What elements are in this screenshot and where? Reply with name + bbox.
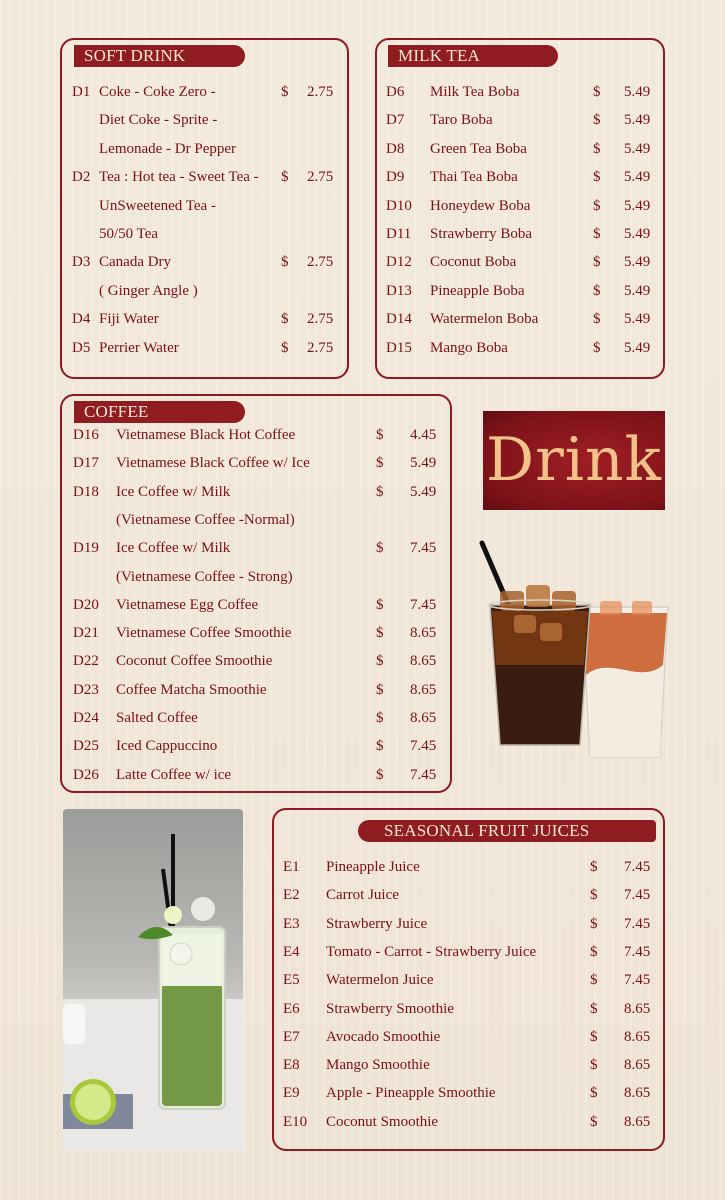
menu-item-price: 5.49 xyxy=(624,197,651,214)
menu-item-price: 2.75 xyxy=(307,84,334,100)
menu-item-name: Green Tea Boba xyxy=(430,140,527,157)
menu-item-code: E7 xyxy=(283,1028,300,1045)
menu-item-name: Salted Coffee xyxy=(116,710,198,726)
menu-item-code: D6 xyxy=(386,84,405,100)
menu-item-name: (Vietnamese Coffee - Strong) xyxy=(116,568,293,585)
menu-item-price: 5.49 xyxy=(624,226,651,242)
menu-item-name: UnSweetened Tea - xyxy=(99,197,216,214)
menu-item-currency: $ xyxy=(593,112,601,129)
menu-item-code: D4 xyxy=(72,311,91,328)
menu-item-name: Coke - Coke Zero - xyxy=(99,84,216,100)
menu-item-currency: $ xyxy=(376,540,384,557)
menu-item-code: D10 xyxy=(386,197,412,214)
menu-item-price: 7.45 xyxy=(624,972,651,989)
menu-item-name: Coconut Smoothie xyxy=(326,1113,439,1130)
menu-item-price: 7.45 xyxy=(624,943,651,960)
menu-item-price: 8.65 xyxy=(624,1085,651,1102)
menu-item-row xyxy=(0,506,725,534)
menu-item-name: Milk Tea Boba xyxy=(430,84,520,100)
menu-item-currency: $ xyxy=(590,1057,598,1074)
menu-item-price: 5.49 xyxy=(410,455,437,472)
menu-item-code: D7 xyxy=(386,112,405,129)
menu-item-name: Strawberry Smoothie xyxy=(326,1000,454,1017)
menu-item-row xyxy=(0,966,725,994)
menu-item-code: D20 xyxy=(73,596,99,613)
menu-item-currency: $ xyxy=(590,1113,598,1130)
menu-item-currency: $ xyxy=(376,766,384,783)
menu-item-row xyxy=(0,1108,725,1136)
menu-item-name: Latte Coffee w/ ice xyxy=(116,766,232,783)
menu-item-currency: $ xyxy=(376,625,384,642)
menu-item-price: 5.49 xyxy=(624,140,651,157)
menu-item-name: Watermelon Boba xyxy=(430,311,539,328)
menu-item-code: D16 xyxy=(73,427,99,443)
menu-item-price: 5.49 xyxy=(410,483,437,500)
menu-item-code: E6 xyxy=(283,1000,300,1017)
menu-item-currency: $ xyxy=(593,254,601,271)
menu-item-code: E5 xyxy=(283,972,300,989)
menu-item-row xyxy=(0,192,725,220)
menu-item-name: Strawberry Boba xyxy=(430,226,533,242)
menu-item-currency: $ xyxy=(590,915,598,932)
menu-item-name: Perrier Water xyxy=(99,339,179,356)
menu-item-currency: $ xyxy=(376,427,384,443)
menu-item-name: Taro Boba xyxy=(430,112,493,129)
menu-item-code: E1 xyxy=(283,859,300,875)
menu-item-currency: $ xyxy=(593,282,601,299)
juices-title: SEASONAL FRUIT JUICES xyxy=(358,820,656,842)
menu-item-currency: $ xyxy=(376,596,384,613)
menu-item-price: 7.45 xyxy=(410,766,437,783)
menu-item-price: 7.45 xyxy=(410,596,437,613)
menu-item-currency: $ xyxy=(593,226,601,242)
menu-item-code: D23 xyxy=(73,681,99,698)
menu-item-name: Vietnamese Black Coffee w/ Ice xyxy=(116,455,310,472)
menu-item-name: Mango Smoothie xyxy=(326,1057,430,1074)
menu-item-currency: $ xyxy=(376,455,384,472)
menu-item-row xyxy=(0,305,725,333)
menu-item-row xyxy=(0,248,725,276)
menu-item-name: Mango Boba xyxy=(430,339,508,356)
menu-item-name: Ice Coffee w/ Milk xyxy=(116,540,231,557)
menu-item-code: E4 xyxy=(283,943,300,960)
menu-item-price: 5.49 xyxy=(624,112,651,129)
menu-item-code: D15 xyxy=(386,339,412,356)
menu-item-code: D8 xyxy=(386,140,405,157)
menu-item-code: D1 xyxy=(72,84,91,100)
menu-item-price: 5.49 xyxy=(624,339,651,356)
menu-item-code: D17 xyxy=(73,455,99,472)
menu-item-price: 5.49 xyxy=(624,84,651,100)
menu-item-code: E3 xyxy=(283,915,300,932)
menu-item-code: E2 xyxy=(283,887,300,904)
menu-item-code: D9 xyxy=(386,169,405,186)
menu-item-name: 50/50 Tea xyxy=(99,226,159,242)
menu-item-row xyxy=(0,220,725,248)
menu-item-name: Coconut Coffee Smoothie xyxy=(116,653,273,670)
menu-item-price: 7.45 xyxy=(624,915,651,932)
menu-item-price: 8.65 xyxy=(410,681,437,698)
menu-item-code: E9 xyxy=(283,1085,300,1102)
menu-item-code: D18 xyxy=(73,483,99,500)
menu-item-currency: $ xyxy=(590,943,598,960)
menu-item-currency: $ xyxy=(590,1028,598,1045)
menu-item-code: D5 xyxy=(72,339,91,356)
menu-item-currency: $ xyxy=(590,1085,598,1102)
menu-item-code: D2 xyxy=(72,169,91,186)
menu-item-price: 2.75 xyxy=(307,311,334,328)
drink-badge: Drink xyxy=(483,411,665,510)
menu-item-row xyxy=(0,78,725,106)
menu-item-currency: $ xyxy=(590,972,598,989)
menu-item-row xyxy=(0,1051,725,1079)
menu-item-name: Coconut Boba xyxy=(430,254,517,271)
menu-item-price: 4.45 xyxy=(410,427,437,443)
menu-item-currency: $ xyxy=(376,483,384,500)
menu-item-price: 2.75 xyxy=(307,254,334,271)
menu-item-code: D3 xyxy=(72,254,91,271)
menu-item-name: Pineapple Juice xyxy=(326,859,420,875)
menu-item-currency: $ xyxy=(281,254,289,271)
menu-item-currency: $ xyxy=(281,339,289,356)
menu-item-price: 8.65 xyxy=(624,1113,651,1130)
menu-item-price: 7.45 xyxy=(410,738,437,755)
menu-item-price: 8.65 xyxy=(410,625,437,642)
menu-item-name: Coffee Matcha Smoothie xyxy=(116,681,267,698)
menu-item-currency: $ xyxy=(376,710,384,726)
menu-item-row xyxy=(0,1079,725,1107)
menu-item-code: E10 xyxy=(283,1113,308,1130)
menu-item-price: 5.49 xyxy=(624,311,651,328)
menu-item-currency: $ xyxy=(281,84,289,100)
menu-item-currency: $ xyxy=(593,311,601,328)
menu-item-code: D21 xyxy=(73,625,99,642)
menu-item-price: 8.65 xyxy=(624,1000,651,1017)
menu-item-code: D19 xyxy=(73,540,99,557)
menu-item-row xyxy=(0,163,725,191)
menu-item-row xyxy=(0,135,725,163)
menu-item-row xyxy=(0,277,725,305)
menu-item-currency: $ xyxy=(281,169,289,186)
menu-item-row xyxy=(0,910,725,938)
menu-item-currency: $ xyxy=(593,197,601,214)
menu-item-price: 5.49 xyxy=(624,169,651,186)
soft-drink-title: SOFT DRINK xyxy=(74,45,245,67)
menu-item-name: Vietnamese Black Hot Coffee xyxy=(116,427,296,443)
menu-item-currency: $ xyxy=(593,140,601,157)
menu-item-name: Canada Dry xyxy=(99,254,172,271)
menu-item-name: Diet Coke - Sprite - xyxy=(99,112,218,129)
menu-item-price: 7.45 xyxy=(624,887,651,904)
menu-item-currency: $ xyxy=(593,339,601,356)
menu-item-code: D11 xyxy=(386,226,412,242)
menu-item-name: Vietnamese Coffee Smoothie xyxy=(116,625,292,642)
menu-item-price: 5.49 xyxy=(624,254,651,271)
menu-item-code: D13 xyxy=(386,282,412,299)
menu-item-price: 2.75 xyxy=(307,339,334,356)
menu-item-row xyxy=(0,334,725,362)
menu-item-name: Iced Cappuccino xyxy=(116,738,218,755)
menu-item-price: 7.45 xyxy=(624,859,651,875)
menu-item-row xyxy=(0,106,725,134)
menu-item-name: Vietnamese Egg Coffee xyxy=(116,596,259,613)
menu-item-row xyxy=(0,938,725,966)
menu-item-price: 7.45 xyxy=(410,540,437,557)
coffee-title: COFFEE xyxy=(74,401,245,423)
menu-item-code: D22 xyxy=(73,653,99,670)
menu-item-code: D25 xyxy=(73,738,99,755)
menu-item-price: 8.65 xyxy=(624,1028,651,1045)
menu-item-name: Watermelon Juice xyxy=(326,972,434,989)
menu-item-name: Strawberry Juice xyxy=(326,915,428,932)
menu-item-currency: $ xyxy=(590,859,598,875)
menu-item-price: 8.65 xyxy=(624,1057,651,1074)
menu-item-name: (Vietnamese Coffee -Normal) xyxy=(116,511,295,528)
menu-item-price: 8.65 xyxy=(410,653,437,670)
menu-item-code: E8 xyxy=(283,1057,300,1074)
menu-item-name: Avocado Smoothie xyxy=(326,1028,441,1045)
menu-item-currency: $ xyxy=(590,887,598,904)
menu-item-currency: $ xyxy=(376,681,384,698)
menu-item-currency: $ xyxy=(376,738,384,755)
menu-item-name: Lemonade - Dr Pepper xyxy=(99,140,237,157)
menu-item-row xyxy=(0,995,725,1023)
menu-item-name: ( Ginger Angle ) xyxy=(99,282,198,299)
menu-item-name: Thai Tea Boba xyxy=(430,169,518,186)
menu-item-code: D26 xyxy=(73,766,99,783)
menu-item-name: Honeydew Boba xyxy=(430,197,531,214)
menu-item-row xyxy=(0,1023,725,1051)
milk-tea-title: MILK TEA xyxy=(388,45,558,67)
menu-item-code: D14 xyxy=(386,311,412,328)
menu-item-currency: $ xyxy=(281,311,289,328)
menu-item-row xyxy=(0,881,725,909)
menu-item-price: 5.49 xyxy=(624,282,651,299)
menu-item-name: Ice Coffee w/ Milk xyxy=(116,483,231,500)
iced-coffee-drinks-photo xyxy=(470,535,680,765)
menu-item-currency: $ xyxy=(376,653,384,670)
menu-item-name: Fiji Water xyxy=(99,311,159,328)
menu-item-name: Tomato - Carrot - Strawberry Juice xyxy=(326,943,537,960)
menu-item-name: Apple - Pineapple Smoothie xyxy=(326,1085,496,1102)
menu-item-price: 8.65 xyxy=(410,710,437,726)
menu-item-currency: $ xyxy=(590,1000,598,1017)
menu-item-row xyxy=(0,853,725,881)
menu-item-name: Carrot Juice xyxy=(326,887,399,904)
menu-item-currency: $ xyxy=(593,84,601,100)
menu-item-name: Tea : Hot tea - Sweet Tea - xyxy=(99,169,259,186)
menu-item-code: D24 xyxy=(73,710,99,726)
menu-item-price: 2.75 xyxy=(307,169,334,186)
menu-item-name: Pineapple Boba xyxy=(430,282,525,299)
menu-item-code: D12 xyxy=(386,254,412,271)
menu-item-currency: $ xyxy=(593,169,601,186)
